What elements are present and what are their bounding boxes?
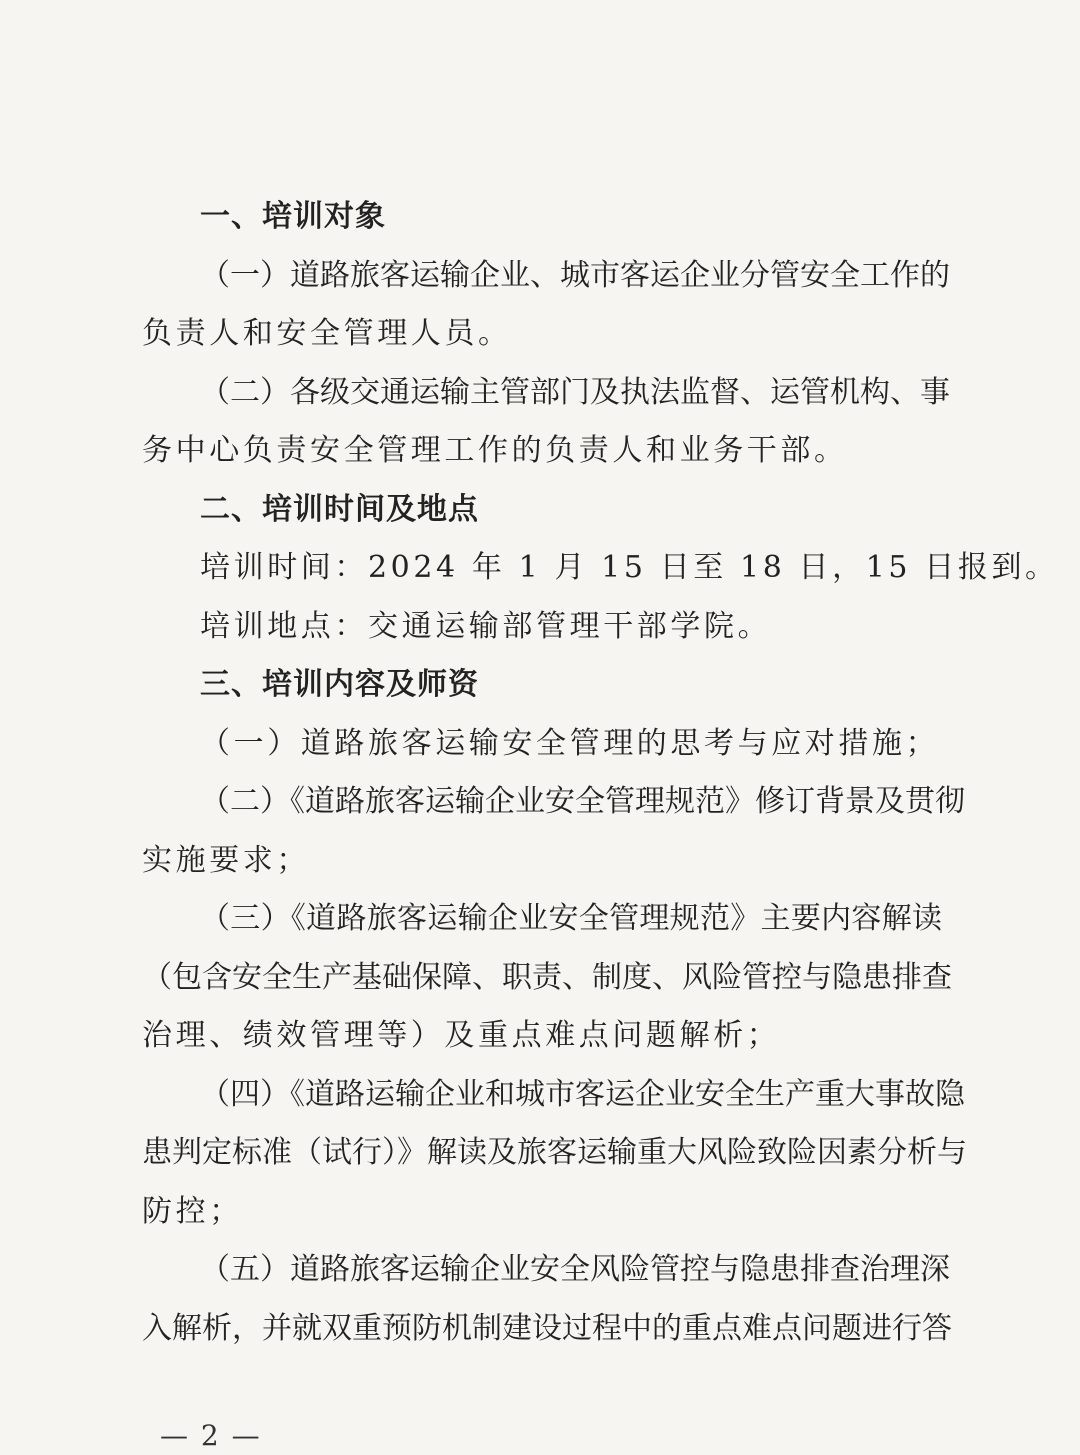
paragraph-line: 务中心负责安全管理工作的负责人和业务干部。 (142, 433, 848, 468)
paragraph-line: 培训时间：2024 年 1 月 15 日至 18 日，15 日报到。 (200, 550, 1059, 585)
section-heading: 三、培训内容及师资 (200, 667, 479, 702)
paragraph-line: 负责人和安全管理人员。 (142, 316, 512, 351)
paragraph-line: 入解析，并就双重预防机制建设过程中的重点难点问题进行答 (142, 1310, 952, 1346)
paragraph-line: 患判定标准（试行）》解读及旅客运输重大风险致险因素分析与 (142, 1135, 967, 1170)
paragraph-line: 培训地点：交通运输部管理干部学院。 (200, 608, 772, 644)
section-heading: 二、培训时间及地点 (200, 491, 479, 527)
paragraph-line: （五）道路旅客运输企业安全风险管控与隐患排查治理深 (200, 1252, 950, 1287)
paragraph-line: （一）道路旅客运输安全管理的思考与应对措施； (200, 725, 940, 761)
paragraph-line: （包含安全生产基础保障、职责、制度、风险管控与隐患排查 (142, 959, 952, 995)
paragraph-line: 防控； (142, 1193, 243, 1229)
paragraph-line: 治理、绩效管理等）及重点难点问题解析； (142, 1018, 781, 1053)
paragraph-line: （三）《道路旅客运输企业安全管理规范》主要内容解读 (200, 901, 942, 936)
document-body (142, 188, 1059, 1358)
page-number: — 2 — (160, 1419, 262, 1452)
paragraph-line: （一）道路旅客运输企业、城市客运企业分管安全工作的 (200, 257, 950, 293)
paragraph-line: （二）《道路旅客运输企业安全管理规范》修订背景及贯彻 (200, 784, 965, 819)
paragraph-line: 实施要求； (142, 842, 310, 878)
section-heading: 一、培训对象 (200, 199, 386, 234)
paragraph-line: （二）各级交通运输主管部门及执法监督、运管机构、事 (200, 374, 950, 410)
paragraph-line: （四）《道路运输企业和城市客运企业安全生产重大事故隐 (200, 1076, 965, 1112)
